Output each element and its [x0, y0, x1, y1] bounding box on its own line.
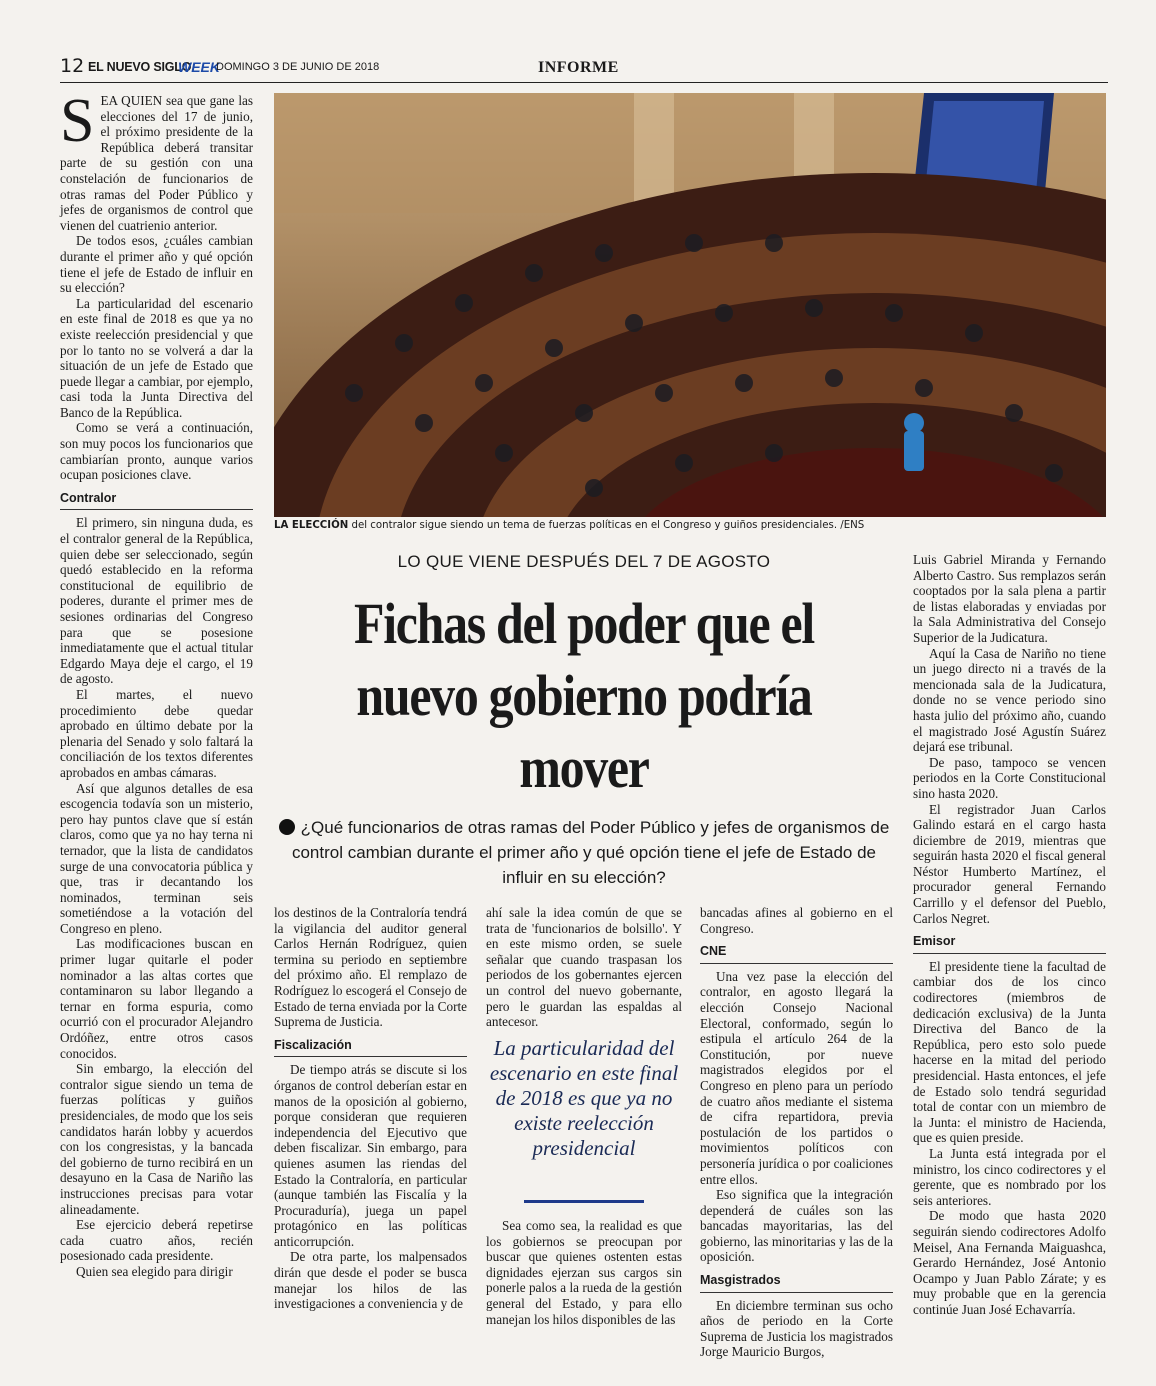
column-4 [700, 905, 893, 1360]
deck [274, 815, 894, 890]
paragraph: El martes, el nuevo procedimiento debe quedar aprobado en último debate por la plenaria del Senado y solo faltará la conciliación de los textos diferentes aprobados en ambas cámaras. [60, 686, 253, 780]
deck-text: ¿Qué funcionarios de otras ramas del Poder Público y jefes de organismos de control cambian durante el primer año y qué opción tiene el jefe de Estado de influir en su elección? [291, 818, 890, 887]
paragraph: Como se verá a continuación, son muy pocos los funcionarios que cambiarían pronto, aunque varios ocupan posiciones clave. [60, 420, 253, 483]
paragraph: Luis Gabriel Miranda y Fernando Alberto Castro. Sus remplazos serán cooptados por la sala plena a partir de listas elaboradas y enviadas por la Sala Administrativa del Consejo Superior de la Judicatura. [913, 552, 1106, 645]
caption-text: del contralor sigue siendo un tema de fuerzas políticas en el Congreso y guiños presidenciales. /ENS [348, 520, 865, 531]
paragraph: En diciembre terminan sus ocho años de periodo en la Corte Suprema de Justicia los magistrados Jorge Mauricio Burgos, [700, 1297, 893, 1360]
issue-date: DOMINGO 3 DE JUNIO DE 2018 [216, 61, 380, 73]
congress-chamber-illustration [274, 93, 1106, 517]
intro-text: EA QUIEN sea que gane las elecciones del 17 de junio, el próximo presidente de la República deberá transitar parte de su gestión con una constelación de funcionarios de otras ramas del Poder Público y jefes de organismos de control que vienen del cuatrienio anterior. [60, 93, 253, 233]
kicker: LO QUE VIENE DESPUÉS DEL 7 DE AGOSTO [397, 552, 771, 571]
caption-lead: LA ELECCIÓN [274, 520, 349, 531]
photo-caption [274, 520, 1106, 531]
paragraph: De todos esos, ¿cuáles cambian durante el primer año y qué opción tiene el jefe de Estado de influir en su elección? [60, 233, 253, 296]
subhead-cne: CNE [700, 944, 893, 964]
pull-quote-rule [524, 1200, 644, 1203]
pull-quote: La particularidad del escenario en este final de 2018 es que ya no existe reelección presidencial [489, 1036, 679, 1160]
paragraph: ahí sale la idea común de que se trata de 'funcionarios de bolsillo'. Y en este mismo orden, se suele señalar que cuando traspasan los periodos de los gobernantes ejercen un control del nuevo gobernante, pero le guardan las espaldas al antecesor. [486, 905, 682, 1030]
intro-paragraph [60, 87, 253, 233]
page-number: 12 [60, 55, 85, 77]
paragraph: Quien sea elegido para dirigir [76, 1263, 233, 1279]
subhead-fiscalizacion: Fiscalización [274, 1038, 467, 1058]
paragraph: El registrador Juan Carlos Galindo estará en el cargo hasta diciembre de 2019, mientras que seguirán hasta 2020 el fiscal general Néstor Humberto Martínez, el procurador general Fernando Carrillo y el defensor del Pueblo, Carlos Negret. [913, 801, 1106, 926]
paragraph: La particularidad del escenario en este final de 2018 es que ya no existe reelección presidencial y que por lo tanto no se volverá a dar la situación de un jefe de Estado que puede llegar a cambiar, por ejemplo, casi toda la Junta Directiva del Banco de la República. [60, 295, 253, 420]
page-header [60, 55, 1110, 83]
paragraph: Eso significa que la integración dependerá de cuáles son las bancadas mayoritarias, las del gobierno, las minoritarias y las de la oposición. [700, 1187, 893, 1265]
column-3-bottom [486, 1218, 682, 1327]
paragraph: Sin embargo, la elección del contralor sigue siendo un tema de fuerzas políticas y guiños presidenciales, de modo que los seis candidatos harán lobby y acuerdos con los congresistas, y la bancada del gobierno de turno recibirá en un desayuno en la Casa de Nariño las instrucciones precisas para votar alineadamente. [60, 1061, 253, 1217]
paragraph: Así que algunos detalles de esa escogencia todavía son un misterio, pero hay puntos clave que sí están claros, como que ya no hay terna ni ternador, que la lista de candidatos surge de una convocatoria pública y que, tras ir decantando los nominados, terminan seis sometiéndose a la votación del Congreso en pleno. [60, 780, 253, 936]
paragraph: bancadas afines al gobierno en el Congreso. [700, 905, 893, 936]
bullet-icon [279, 819, 295, 835]
paragraph: De paso, tampoco se vencen periodos en la Corte Constitucional sino hasta 2020. [913, 754, 1106, 801]
subhead-magistrados: Masgistrados [700, 1273, 893, 1293]
paragraph: De modo que hasta 2020 seguirán siendo codirectores Adolfo Meisel, Ana Fernanda Maiguashca, Gerardo Hernández, José Antonio Ocampo y Juan Pablo Zárate; y es muy probable que en la gerencia continúe Juan José Echavarría. [913, 1208, 1106, 1317]
paragraph: La Junta está integrada por el ministro, los cinco codirectores y el gerente, que es nombrado por los seis anteriores. [913, 1145, 1106, 1208]
column-3-top [486, 905, 682, 1030]
paragraph: El primero, sin ninguna duda, es el contralor general de la República, quien debe ser seleccionado, según quedó establecido en la reforma constitucional de equilibrio de poderes, durante el primer mes de sesiones ordinarias del Congreso para que se posesione inmediatamente que el actual titular Edgardo Maya deje el cargo, el 19 de agosto. [60, 515, 253, 687]
paragraph: Una vez pase la elección del contralor, en agosto llegará la elección Consejo Nacional Electoral, conformado, según lo estipula el artículo 264 de la Constitución, por nueve magistrados elegidos por el Congreso en pleno para un período de cuatro años mediante el sistema de cifra repartidora, previa postulación de los partidos o movimientos políticos con personería jurídica o por coaliciones entre ellos. [700, 968, 893, 1187]
paragraph: Las modificaciones buscan en primer lugar quitarle el poder nominador a las altas cortes que contaminaron su labor llegando a ternar en forma espuria, como ocurrió con el procurador Alejandro Ordóñez, entre otros casos conocidos. [60, 936, 253, 1061]
column-1 [60, 87, 253, 1280]
paragraph: De otra parte, los malpensados dirán que desde el poder se busca manejar los hilos de las investigaciones a conveniencia y de [274, 1249, 467, 1312]
congress-photo [274, 93, 1106, 517]
header-rule [60, 82, 1108, 83]
paragraph: los destinos de la Contraloría tendrá la vigilancia del auditor general Carlos Hernán Rodríguez, quien termina su periodo en septiembre del próximo año. El remplazo de Rodríguez lo escogerá el Consejo de Estado de terna enviada por la Corte Suprema de Justicia. [274, 905, 467, 1030]
drop-cap: S [60, 87, 95, 155]
headline: Fichas del poder que el nuevo gobierno podría mover [354, 591, 814, 800]
paragraph: El presidente tiene la facultad de cambiar dos de los cinco codirectores (miembros de dedicación exclusiva) de la Junta Directiva del Banco de la República, pero esto solo puede hacerse en la mitad del periodo presidencial. Hasta entonces, el jefe de Estado solo tendrá seguridad total de contar con un miembro de la Junta: el ministro de Hacienda, que es quien preside. [913, 958, 1106, 1146]
paragraph: De tiempo atrás se discute si los órganos de control deberían estar en manos de la oposición al gobierno, porque consideran que requieren independencia del Ejecutivo que deben fiscalizar. Sin embargo, para quienes asumen las riendas del Estado la Contraloría, en particular (aunque también las Fiscalía y la Procuraduría), juega un papel protagónico en las políticas anticorrupción. [274, 1062, 467, 1249]
paragraph: Sea como sea, la realidad es que los gobiernos se preocupan por buscar que quienes ostenten estas dignidades ejerzan sus cargos sin ponerle palos a la rueda de la gestión general del Estado, y para ello manejan los hilos disponibles de las [486, 1218, 682, 1327]
subhead-contralor: Contralor [60, 491, 253, 511]
column-5 [913, 552, 1106, 1318]
section-name: INFORME [538, 59, 619, 76]
subhead-emisor: Emisor [913, 934, 1106, 954]
paper-name: EL NUEVO SIGLO [88, 60, 192, 74]
paragraph: Aquí la Casa de Nariño no tiene un juego directo ni a través de la mencionada sala de la Judicatura, donde no se vence periodo sino hasta julio del próximo año, cuando el magistrado José Agustín Suárez dejará ese tribunal. [913, 645, 1106, 755]
column-2 [274, 905, 467, 1312]
paragraph: Ese ejercicio deberá repetirse cada cuatro años, recién posesionado cada presidente. [60, 1217, 253, 1264]
edition-label: WEEK [178, 59, 220, 75]
